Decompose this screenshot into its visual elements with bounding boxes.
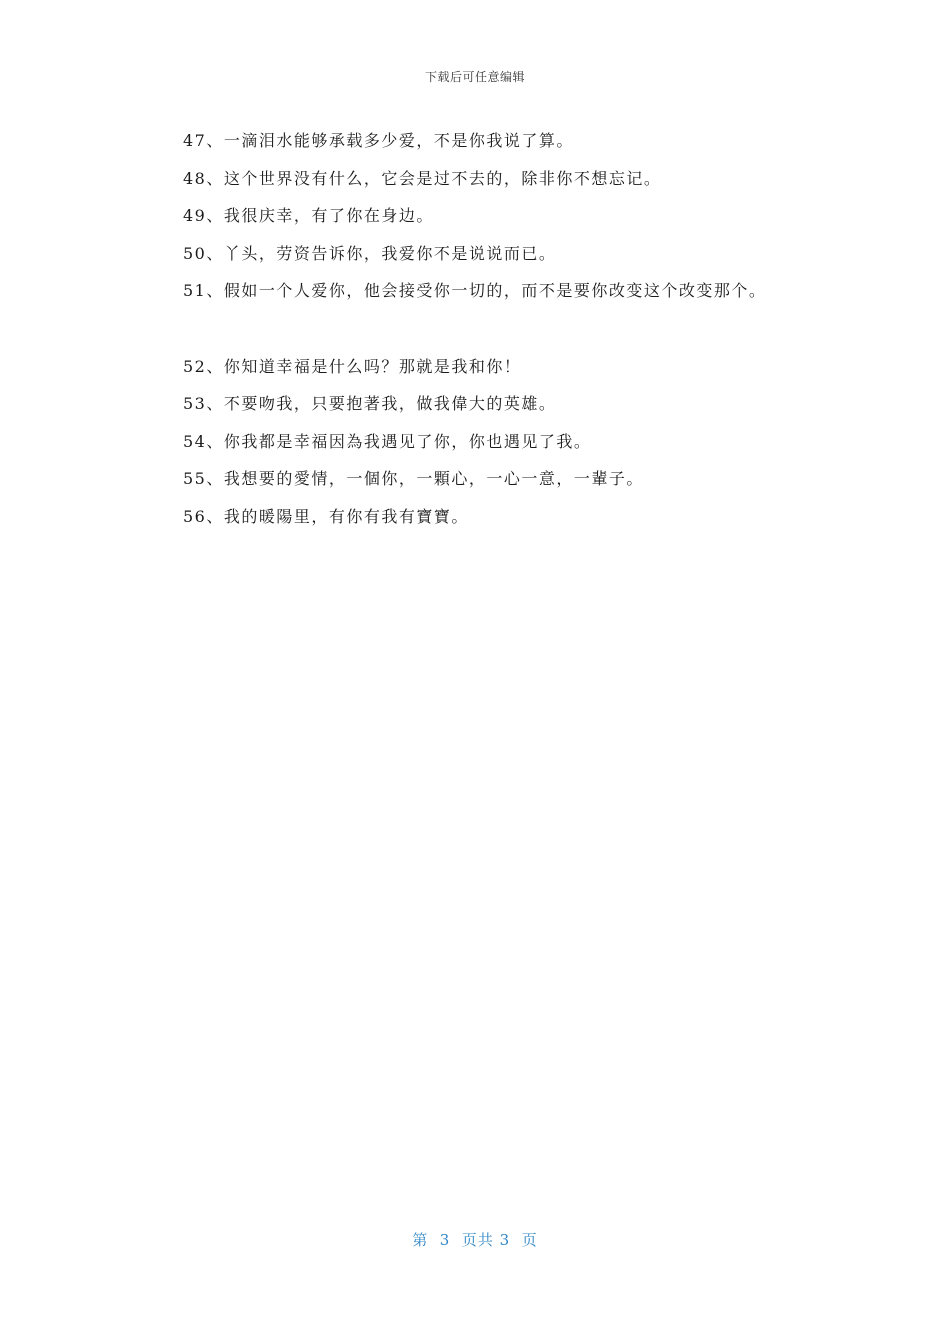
text-line-53: 53、不要吻我，只要抱著我，做我偉大的英雄。	[183, 394, 557, 413]
header-note: 下载后可任意编辑	[424, 70, 525, 84]
text-line-49: 49、我很庆幸，有了你在身边。	[183, 206, 434, 225]
text-line-47: 47、一滴泪水能够承载多少爱，不是你我说了算。	[183, 131, 574, 150]
text-line-48: 48、这个世界没有什么，它会是过不去的，除非你不想忘记。	[183, 168, 662, 188]
text-line-50: 50、丫头，劳资告诉你，我爱你不是说说而已。	[183, 243, 557, 263]
text-line-51: 51、假如一个人爱你，他会接受你一切的，而不是要你改变这个改变那个。	[183, 281, 767, 300]
content-body	[183, 122, 883, 535]
text-line-54: 54、你我都是幸福因為我遇见了你，你也遇见了我。	[183, 431, 592, 451]
text-line-56: 56、我的暖陽里，有你有我有寶寶。	[183, 506, 469, 526]
text-line-55: 55、我想要的愛情，一個你，一顆心，一心一意，一輩子。	[183, 469, 644, 488]
page-number-footer: 第 3 页共 3 页	[412, 1231, 538, 1249]
text-line-52: 52、你知道幸福是什么吗？那就是我和你！	[183, 356, 522, 376]
paragraph-gap	[183, 310, 883, 348]
